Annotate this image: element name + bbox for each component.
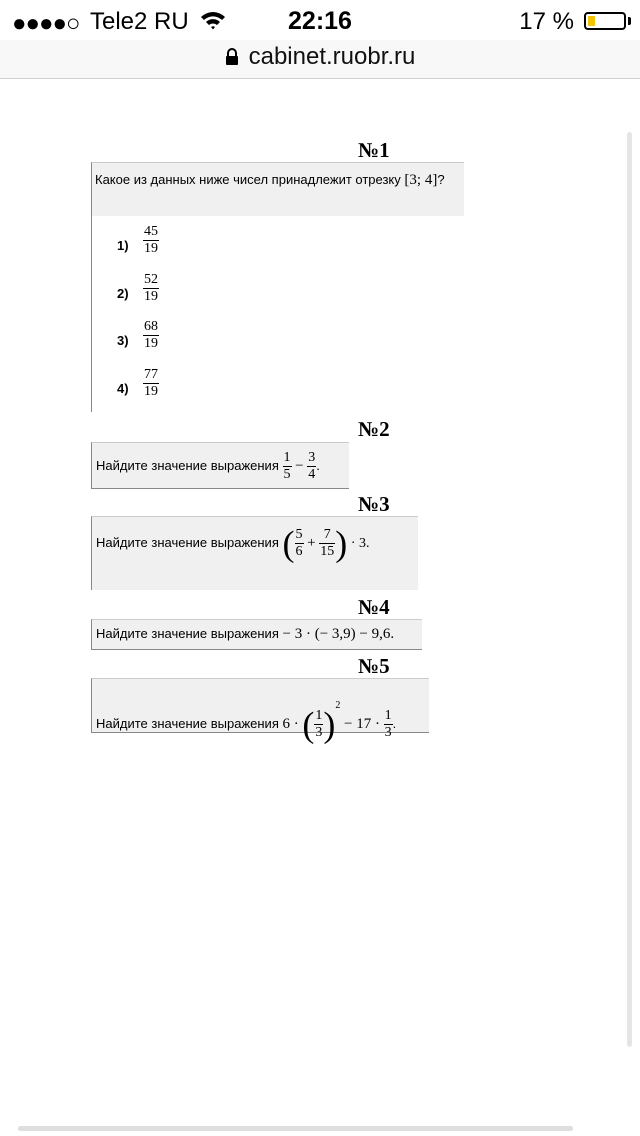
signal-strength-icon: ●●●●○ (12, 10, 80, 37)
problem-5-fraction-2: $\frac{1}{3}$ (384, 708, 392, 741)
battery-icon (584, 12, 626, 30)
problem-5-box (91, 678, 429, 745)
problem-5-lead: 6 · (282, 716, 299, 732)
status-bar (0, 0, 640, 40)
horizontal-scrollbar[interactable] (18, 1126, 573, 1131)
problem-2-prompt: Найдите значение выражения (96, 458, 279, 473)
option-2-fraction: $\frac{52}{19}$ (144, 272, 158, 304)
option-3-label: 3) (117, 333, 129, 348)
carrier-name: Tele2 RU (90, 8, 189, 35)
problem-5-power: 2 (335, 700, 341, 711)
problem-3-fraction-2: $\frac{7}{15}$ (320, 527, 335, 560)
left-paren: ( (302, 704, 315, 745)
option-3-fraction: $\frac{68}{19}$ (144, 319, 158, 351)
problem-1-box (91, 162, 464, 216)
problem-4-number: №4 (358, 595, 390, 619)
problem-3-operator: + (307, 535, 316, 551)
problem-5-prompt: Найдите значение выражения (96, 716, 279, 731)
problem-5-mid: − 17 · (344, 716, 380, 732)
right-paren: ) (335, 523, 348, 564)
battery-tip (628, 17, 631, 25)
problem-4-prompt: Найдите значение выражения (96, 626, 279, 641)
problem-1-qmark: ? (437, 172, 445, 187)
url-text[interactable]: cabinet.ruobr.ru (248, 43, 416, 70)
address-bar[interactable] (0, 40, 640, 79)
option-1-fraction: $\frac{45}{19}$ (144, 224, 158, 256)
problem-1-interval: [3; 4] (404, 172, 438, 188)
battery-percent: 17 % (519, 8, 574, 35)
problem-3-fraction-1: $\frac{5}{6}$ (295, 527, 303, 560)
problem-1-left-border (91, 216, 92, 412)
lock-icon (225, 45, 239, 73)
problem-3-number: №3 (358, 492, 390, 516)
problem-1-number: №1 (358, 138, 390, 162)
clock: 22:16 (288, 7, 352, 35)
problem-1-prompt: Какое из данных ниже чисел принадлежит отрезку (95, 172, 401, 187)
option-4-fraction: $\frac{77}{19}$ (144, 367, 158, 399)
option-4-label: 4) (117, 381, 129, 396)
vertical-scrollbar[interactable] (627, 132, 632, 1047)
problem-5-fraction-1: $\frac{1}{3}$ (315, 708, 323, 741)
problem-2-box (91, 442, 349, 489)
problem-4-expression: − 3 · (− 3,9) − 9,6. (282, 626, 395, 642)
right-paren: ) (323, 704, 336, 745)
option-2-label: 2) (117, 286, 129, 301)
problem-5-end: . (392, 716, 397, 731)
problem-3-box (91, 516, 418, 590)
problem-2-operator: − (295, 458, 304, 474)
problem-3-tail: · 3. (350, 536, 370, 551)
problem-3-prompt: Найдите значение выражения (96, 535, 279, 550)
problem-5-number: №5 (358, 654, 390, 678)
problem-2-end: . (316, 458, 320, 473)
problem-2-fraction-2: $\frac{3}{4}$ (308, 450, 316, 483)
problem-4-box (91, 619, 422, 650)
option-1-label: 1) (117, 238, 129, 253)
left-paren: ( (282, 523, 295, 564)
problem-2-fraction-1: $\frac{1}{5}$ (283, 450, 291, 483)
problem-2-number: №2 (358, 417, 390, 441)
